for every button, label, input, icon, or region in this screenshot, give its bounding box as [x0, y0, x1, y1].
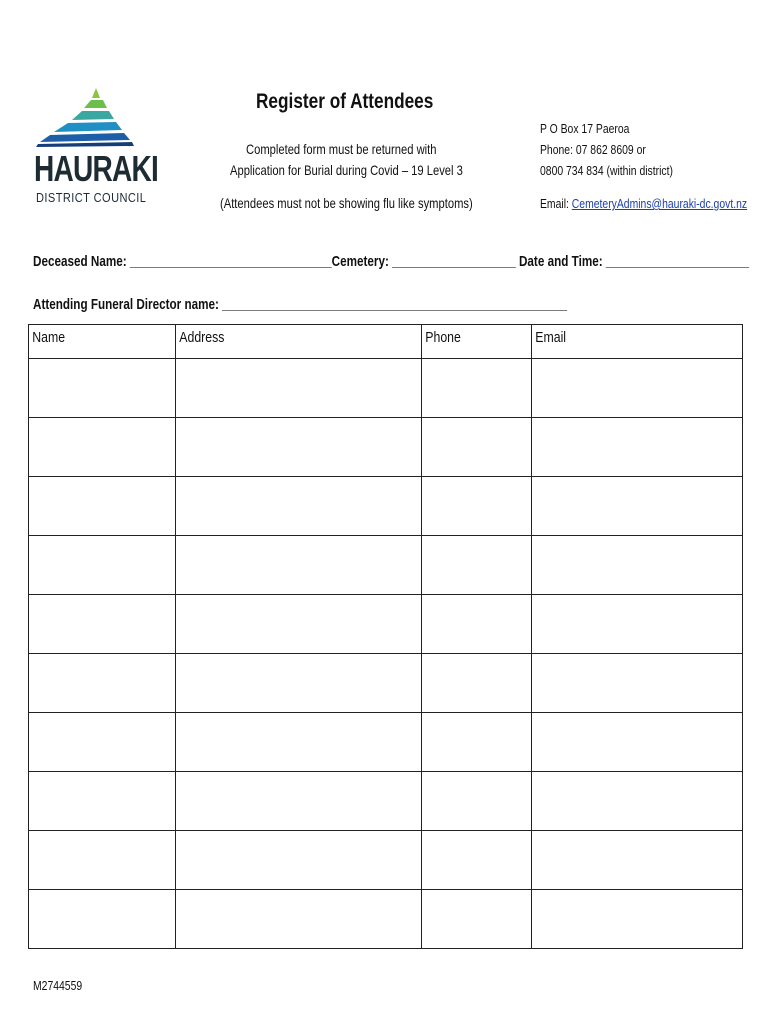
table-row: [29, 772, 743, 831]
table-row: [29, 536, 743, 595]
cell-address[interactable]: [176, 713, 422, 772]
cell-phone[interactable]: [422, 890, 532, 949]
cell-phone[interactable]: [422, 477, 532, 536]
cell-email[interactable]: [532, 890, 743, 949]
cell-phone[interactable]: [422, 654, 532, 713]
deceased-cemetery-date-row[interactable]: Deceased Name: _______________________________Cemetery: ___________________ Date and Time: ______________________: [33, 253, 750, 270]
cell-phone[interactable]: [422, 713, 532, 772]
cell-name[interactable]: [29, 654, 176, 713]
attendees-table: [28, 324, 743, 949]
cell-email[interactable]: [532, 595, 743, 654]
cell-name[interactable]: [29, 477, 176, 536]
cell-address[interactable]: [176, 477, 422, 536]
table-row: [29, 890, 743, 949]
cell-address[interactable]: [176, 772, 422, 831]
contact-phone-2: 0800 734 834 (within district): [540, 163, 673, 178]
page-title: Register of Attendees: [256, 90, 434, 113]
hauraki-logo: [34, 86, 159, 216]
table-row: [29, 713, 743, 772]
cell-phone[interactable]: [422, 359, 532, 418]
cell-email[interactable]: [532, 772, 743, 831]
cell-name[interactable]: [29, 418, 176, 477]
cell-address[interactable]: [176, 654, 422, 713]
cell-name[interactable]: [29, 890, 176, 949]
table-row: [29, 418, 743, 477]
contact-phone: Phone: 07 862 8609 or: [540, 142, 646, 157]
cell-name[interactable]: [29, 772, 176, 831]
cell-address[interactable]: [176, 418, 422, 477]
logo-sub-text: DISTRICT COUNCIL: [36, 190, 147, 205]
cell-name[interactable]: [29, 595, 176, 654]
funeral-director-row[interactable]: Attending Funeral Director name: _____________________________________________________: [33, 296, 568, 313]
table-header-row: [29, 325, 743, 359]
cell-name[interactable]: [29, 713, 176, 772]
contact-pobox: P O Box 17 Paeroa: [540, 121, 630, 136]
cell-email[interactable]: [532, 536, 743, 595]
cell-address[interactable]: [176, 359, 422, 418]
cell-email[interactable]: [532, 831, 743, 890]
cell-name[interactable]: [29, 359, 176, 418]
cell-phone[interactable]: [422, 595, 532, 654]
table-row: [29, 477, 743, 536]
cell-name[interactable]: [29, 831, 176, 890]
table-row: [29, 595, 743, 654]
header-name: Name: [29, 325, 176, 359]
contact-email-line: [540, 196, 747, 211]
email-label: Email:: [540, 196, 572, 211]
logo-brand-text: HAURAKI: [34, 148, 159, 189]
document-id: M2744559: [33, 978, 83, 993]
cell-email[interactable]: [532, 477, 743, 536]
cell-address[interactable]: [176, 890, 422, 949]
cell-email[interactable]: [532, 359, 743, 418]
cell-phone[interactable]: [422, 831, 532, 890]
cell-email[interactable]: [532, 418, 743, 477]
header-phone: Phone: [422, 325, 532, 359]
header-email: Email: [532, 325, 743, 359]
cell-email[interactable]: [532, 654, 743, 713]
cell-email[interactable]: [532, 713, 743, 772]
table-row: [29, 831, 743, 890]
instruction-line-1: Completed form must be returned with: [246, 141, 437, 157]
cell-address[interactable]: [176, 595, 422, 654]
table-row: [29, 359, 743, 418]
mountain-logo-icon: [34, 86, 138, 148]
instruction-line-2: Application for Burial during Covid – 19 Level 3: [230, 162, 463, 178]
cell-phone[interactable]: [422, 418, 532, 477]
cell-phone[interactable]: [422, 772, 532, 831]
email-link[interactable]: CemeteryAdmins@hauraki-dc.govt.nz: [571, 196, 748, 211]
cell-address[interactable]: [176, 831, 422, 890]
cell-address[interactable]: [176, 536, 422, 595]
header-address: Address: [176, 325, 422, 359]
table-row: [29, 654, 743, 713]
cell-name[interactable]: [29, 536, 176, 595]
cell-phone[interactable]: [422, 536, 532, 595]
instruction-line-3: (Attendees must not be showing flu like symptoms): [220, 195, 473, 211]
